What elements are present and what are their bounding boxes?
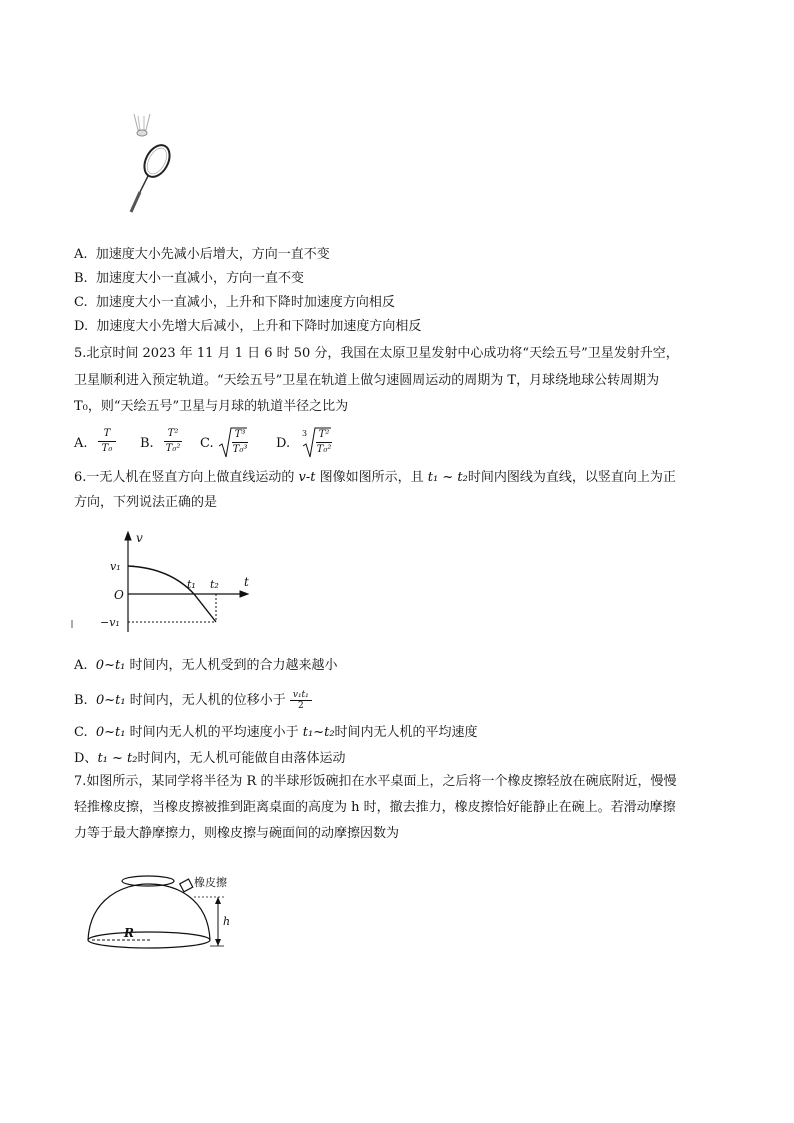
t1-label: t₁: [187, 578, 196, 591]
frac-denominator: T₀: [101, 443, 113, 454]
q6-option-b-fraction: [290, 690, 312, 711]
q5-option-a-letter: A.: [74, 436, 88, 451]
radius-label: R: [124, 926, 134, 940]
q5-option-a-fraction: [98, 428, 116, 455]
height-label: h: [223, 915, 231, 928]
q5-option-d-fraction: [316, 429, 332, 456]
q6-stem-line-2: 方向，下列说法正确的是: [74, 495, 218, 510]
frac-numerator: T³: [234, 429, 246, 440]
racket-icon: [131, 141, 175, 212]
shuttlecock-icon: [134, 114, 150, 136]
frac-denominator: 2: [297, 701, 304, 711]
frac-numerator: T²: [167, 428, 179, 439]
q5-option-b-letter: B.: [140, 436, 154, 451]
q7-stem-line-2: 轻推橡皮擦，当橡皮擦被推到距离桌面的高度为 h 时，撤去推力，橡皮擦恰好能静止在碗上。若滑动摩擦: [74, 800, 676, 815]
q6-option-b: B. 0~t₁ 时间内，无人机的位移小于 $\frac{\text{v₁t₁}}{2}$: [74, 690, 312, 711]
height-arrow-down-icon: [215, 939, 221, 946]
frac-denominator: T₀²: [316, 444, 332, 455]
q4-option-b: B. 加速度大小一直减小，方向一直不变: [74, 271, 304, 286]
q5-option-c-letter: C.: [200, 436, 214, 451]
frac-numerator: T²: [318, 429, 330, 440]
q6-stem-line-1: 6.一无人机在竖直方向上做直线运动的 v-t 图像如图所示，且 t₁ ~ t₂时间内图线为直线，以竖直向上为正: [74, 470, 676, 485]
t2-label: t₂: [210, 578, 219, 591]
origin-label: O: [114, 588, 124, 602]
eraser-icon: [180, 879, 193, 892]
q7-stem-line-1: 7.如图所示，某同学将半径为 R 的半球形饭碗扣在水平桌面上，之后将一个橡皮擦轻放在碗底附近，慢慢: [74, 774, 677, 789]
q4-option-d: D. 加速度大小先增大后减小，上升和下降时加速度方向相反: [74, 319, 422, 334]
q4-option-a: A. 加速度大小先减小后增大，方向一直不变: [74, 247, 330, 262]
q5-option-d-letter: D.: [276, 436, 291, 451]
v-axis-label: v: [136, 531, 143, 545]
q4-option-c: C. 加速度大小一直减小，上升和下降时加速度方向相反: [74, 295, 395, 310]
q5-option-b-fraction: [164, 428, 182, 455]
eraser-label: 橡皮擦: [194, 876, 227, 889]
t-axis-arrow-icon: [240, 591, 248, 597]
q6-option-a: A. 0~t₁ 时间内，无人机受到的合力越来越小: [74, 658, 338, 673]
v1-label: v₁: [110, 560, 121, 573]
q5-option-c-fraction: [232, 429, 248, 456]
q7-stem-line-3: 力等于最大静摩擦力，则橡皮擦与碗面间的动摩擦因数为: [74, 826, 400, 841]
bowl-figure: [84, 868, 254, 968]
neg-v1-label: −v₁: [100, 616, 120, 629]
frac-denominator: T₀³: [232, 444, 248, 455]
badminton-figure: [100, 108, 180, 228]
q5-options: [74, 426, 674, 460]
vt-graph-figure: [70, 528, 260, 640]
q5-stem-line-2: 卫星顺利进入预定轨道。“天绘五号”卫星在轨道上做匀速圆周运动的周期为 T，月球绕地球公转周期为: [74, 373, 660, 388]
q6-option-d: D、t₁ ~ t₂时间内，无人机可能做自由落体运动: [74, 751, 346, 766]
frac-numerator: T: [103, 428, 111, 439]
t-axis-label: t: [244, 575, 249, 589]
q5-stem-line-1: 5.北京时间 2023 年 11 月 1 日 6 时 50 分，我国在太原卫星发射中心成功将“天绘五号”卫星发射升空，: [74, 346, 679, 361]
height-arrow-up-icon: [215, 897, 221, 904]
root-index: 3: [302, 429, 308, 438]
v-axis-arrow-icon: [125, 532, 131, 540]
frac-denominator: T₀²: [165, 443, 181, 454]
q5-stem-line-3: T₀，则“天绘五号”卫星与月球的轨道半径之比为: [74, 399, 349, 414]
frac-numerator: v₁t₁: [292, 690, 309, 700]
q6-option-c: C. 0~t₁ 时间内无人机的平均速度小于 t₁~t₂时间内无人机的平均速度: [74, 725, 478, 740]
